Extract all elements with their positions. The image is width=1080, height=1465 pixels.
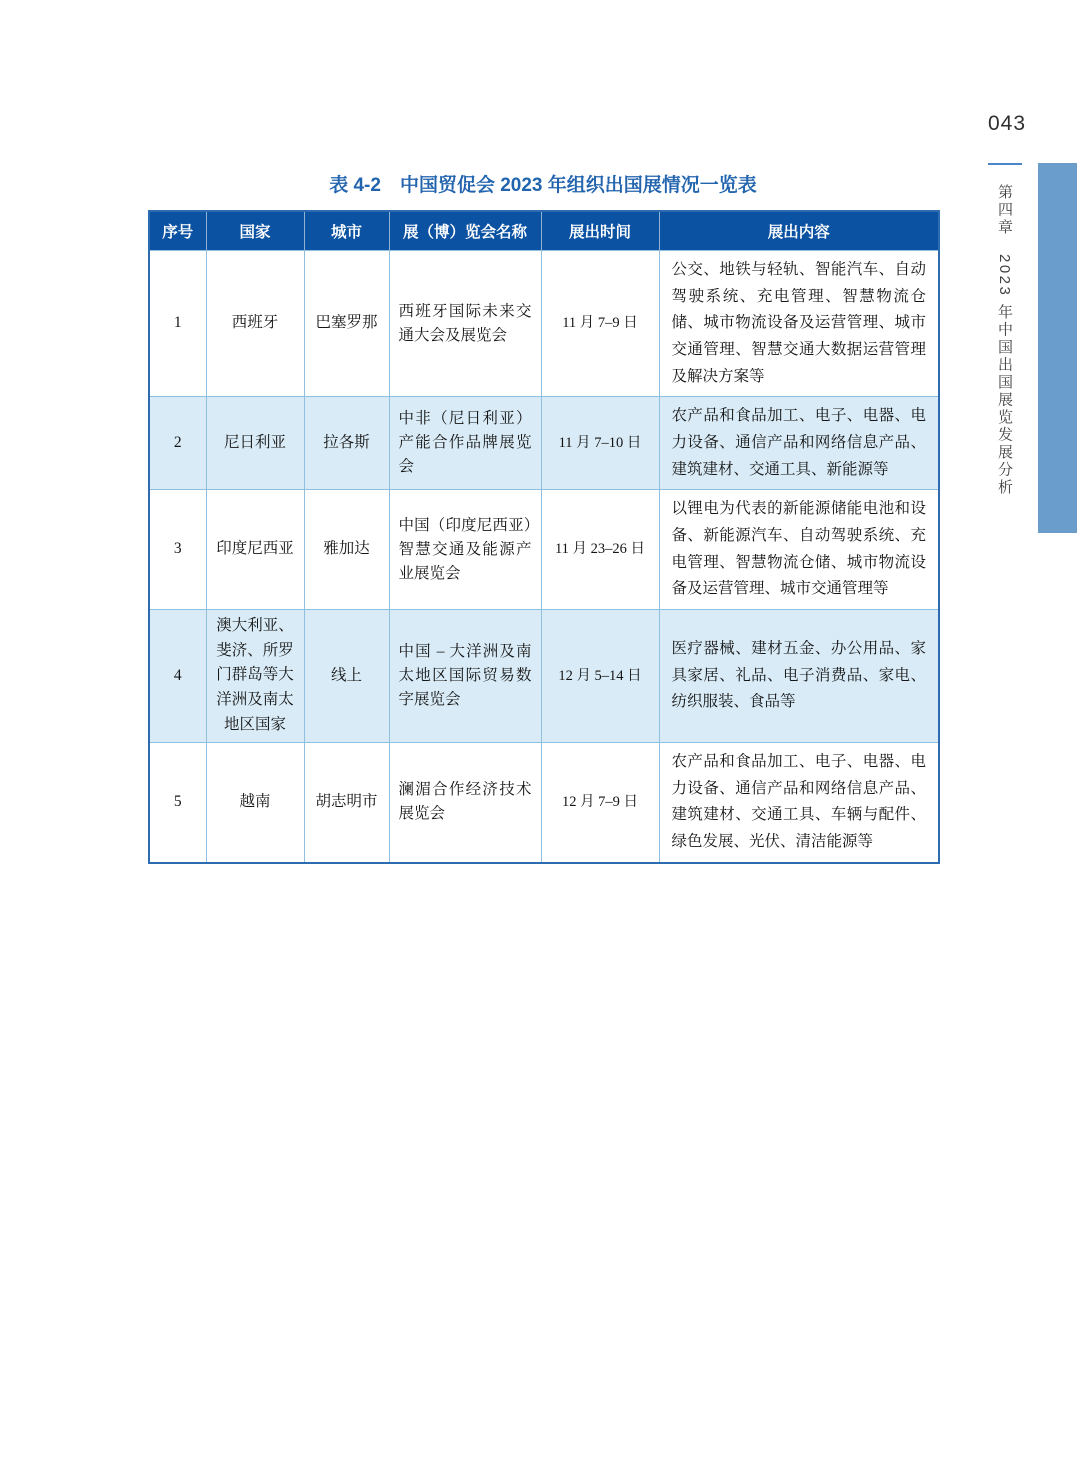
cell-time: 12 月 7–9 日: [541, 742, 659, 862]
table-row: [149, 609, 939, 742]
table-row: [149, 397, 939, 490]
cell-no: 4: [149, 609, 206, 742]
cell-country: 西班牙: [206, 251, 304, 397]
cell-city: 胡志明市: [304, 742, 389, 862]
cell-name: 中国 – 大洋洲及南太地区国际贸易数字展览会: [389, 609, 541, 742]
table-body: [149, 251, 939, 863]
cell-country: 澳大利亚、斐济、所罗门群岛等大洋洲及南太地区国家: [206, 609, 304, 742]
table-row: [149, 490, 939, 610]
cell-no: 1: [149, 251, 206, 397]
cell-time: 11 月 7–10 日: [541, 397, 659, 490]
page-number: 043: [988, 112, 1027, 135]
column-header-name: 展（博）览会名称: [389, 211, 541, 251]
column-header-content: 展出内容: [659, 211, 939, 251]
column-header-time: 展出时间: [541, 211, 659, 251]
chapter-accent-bar: [1038, 163, 1077, 533]
table-header-row: [149, 211, 939, 251]
cell-no: 3: [149, 490, 206, 610]
cell-city: 巴塞罗那: [304, 251, 389, 397]
cell-country: 尼日利亚: [206, 397, 304, 490]
cell-time: 11 月 7–9 日: [541, 251, 659, 397]
column-header-city: 城市: [304, 211, 389, 251]
cell-content: 农产品和食品加工、电子、电器、电力设备、通信产品和网络信息产品、建筑建材、交通工具、新能源等: [659, 397, 939, 490]
exhibition-table: [148, 210, 940, 864]
table-title: 表 4-2 中国贸促会 2023 年组织出国展情况一览表: [329, 175, 757, 196]
cell-name: 中非（尼日利亚）产能合作品牌展览会: [389, 397, 541, 490]
table-row: [149, 742, 939, 862]
cell-city: 线上: [304, 609, 389, 742]
cell-city: 雅加达: [304, 490, 389, 610]
cell-time: 12 月 5–14 日: [541, 609, 659, 742]
cell-time: 11 月 23–26 日: [541, 490, 659, 610]
table-row: [149, 251, 939, 397]
column-header-no: 序号: [149, 211, 206, 251]
cell-name: 澜湄合作经济技术展览会: [389, 742, 541, 862]
column-header-country: 国家: [206, 211, 304, 251]
cell-no: 2: [149, 397, 206, 490]
cell-name: 中国（印度尼西亚）智慧交通及能源产业展览会: [389, 490, 541, 610]
sidebar-divider: [988, 163, 1022, 165]
cell-country: 越南: [206, 742, 304, 862]
cell-content: 农产品和食品加工、电子、电器、电力设备、通信产品和网络信息产品、建筑建材、交通工具、车辆与配件、绿色发展、光伏、清洁能源等: [659, 742, 939, 862]
cell-no: 5: [149, 742, 206, 862]
cell-content: 医疗器械、建材五金、办公用品、家具家居、礼品、电子消费品、家电、纺织服装、食品等: [659, 609, 939, 742]
cell-name: 西班牙国际未来交通大会及展览会: [389, 251, 541, 397]
cell-city: 拉各斯: [304, 397, 389, 490]
chapter-sidebar-text: 第四章 2023 年中国出国展览发展分析: [996, 184, 1013, 497]
cell-content: 以锂电为代表的新能源储能电池和设备、新能源汽车、自动驾驶系统、充电管理、智慧物流仓储、城市物流设备及运营管理、城市交通管理等: [659, 490, 939, 610]
cell-content: 公交、地铁与轻轨、智能汽车、自动驾驶系统、充电管理、智慧物流仓储、城市物流设备及运营管理、城市交通管理、智慧交通大数据运营管理及解决方案等: [659, 251, 939, 397]
cell-country: 印度尼西亚: [206, 490, 304, 610]
